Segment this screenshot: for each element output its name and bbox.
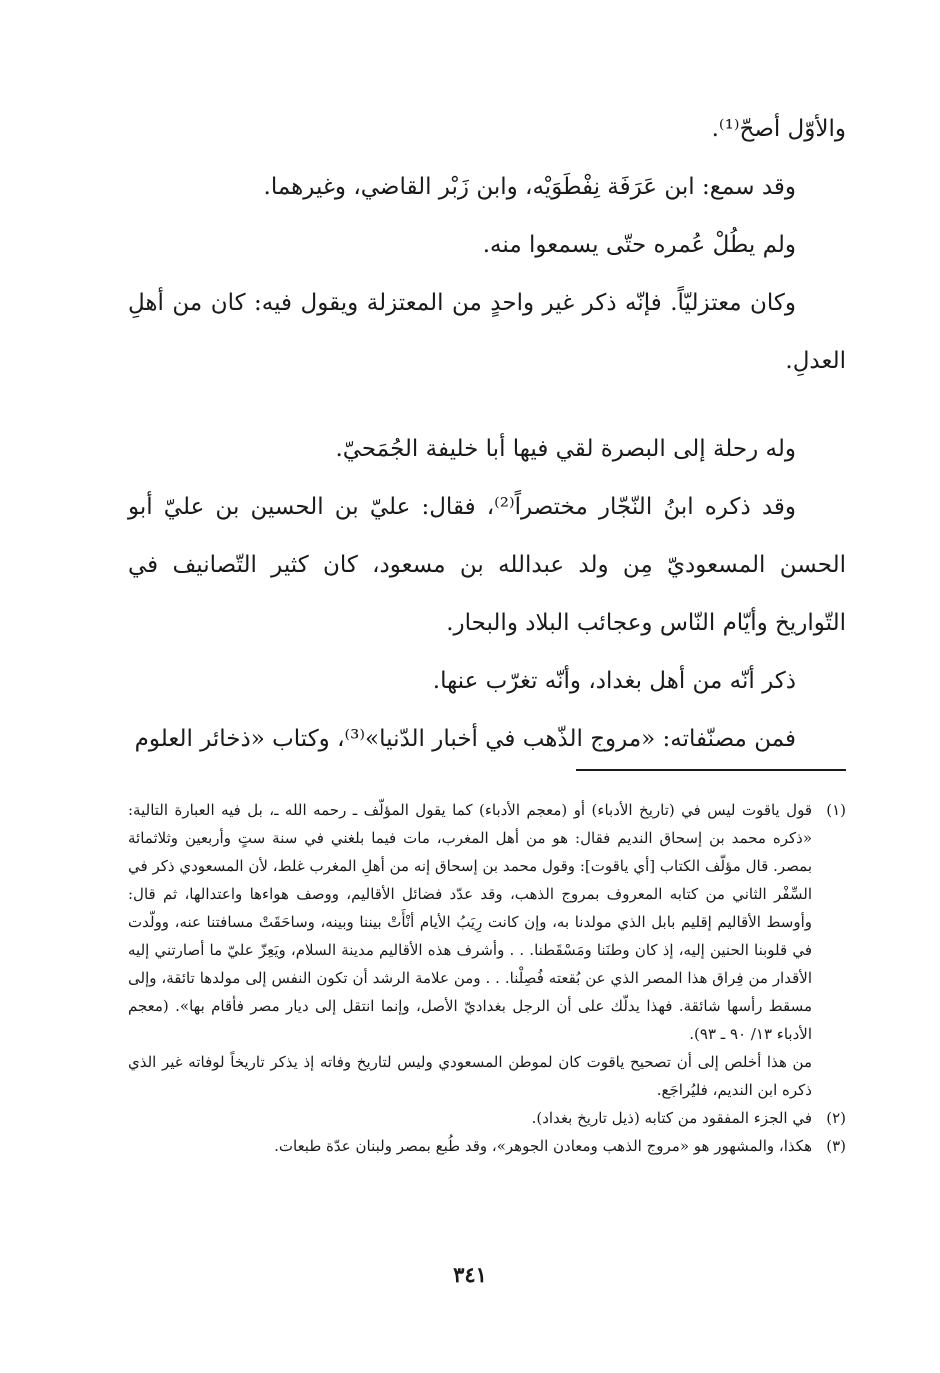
page-number: ٣٤١ <box>453 1262 487 1287</box>
footnotes <box>128 796 846 1160</box>
footnote-number: (١) <box>826 801 846 819</box>
paragraph-works: فمن مصنّفاته: «مروج الذّهب في أخبار الدّنيا»⁽³⁾، وكتاب «ذخائر العلوم <box>134 726 796 752</box>
footnote-body <box>128 1104 812 1132</box>
paragraph-first-opinion: والأوّل أصحّ⁽¹⁾. <box>711 116 846 142</box>
paragraph-gap <box>128 390 846 420</box>
paragraph-ibn-najjar: وقد ذكره ابنُ النّجّار مختصراً⁽²⁾، فقال: عليّ بن الحسين بن عليّ أبو الحسن المسعوديّ مِن ولد عبدالله بن مسعود، كان كثير التّصانيف في التّواريخ وأيّام النّاس وعجائب البلاد والبحار. <box>128 494 846 636</box>
paragraph-basra-journey: وله رحلة إلى البصرة لقي فيها أبا خليفة الجُمَحيّ. <box>335 436 796 462</box>
footnote-separator <box>576 769 846 771</box>
footnote-2 <box>128 1104 846 1132</box>
footnote-number: (٣) <box>826 1137 846 1155</box>
footnote-3 <box>128 1132 846 1160</box>
footnote-body <box>128 1132 812 1160</box>
footnote-text: قول ياقوت ليس في (تاريخ الأدباء) أو (معجم الأدباء) كما يقول المؤلّف ـ رحمه الله ـ، بل فيه العبارة التالية: «ذكره محمد بن إسحاق النديم فقال: هو من أهل المغرب، مات فيما بلغني في سنة ستٍ وأربعين وثلاثمائة بمصر. قال مؤلّف الكتاب [أي ياقوت]: وقول محمد بن إسحاق إنه من أهلِ المغرب غلط، لأن المسعودي ذكر في السِّفْر الثاني من كتابه المعروف بمروج الذهب، وقد عدّد فضائل الأقاليم، ووصف هواءها واعتدالها، ثم قال: وأوسط الأقاليم إقليم بابل الذي مولدنا به، وإن كانت رِيَبُ الأيام أنْأَتْ بيننا وبينه، وساحَقَتْ مسافتنا عنه، وولّدت في قلوبنا الحنين إليه، إذ كان وطنَنا ومَسْقَطنا. . . وأشرف هذه الأقاليم مدينة السلام، ويَعِزّ عليّ ما أصارتني إليه الأقدار من فِراق هذا المصر الذي عن بُقعته فُصِلْنا. . . ومن علامة الرشد أن تكون النفس إلى مولدها تائقة، وإلى مسقط رأسها شائقة. فهذا يدلّك على أن الرجل بغداديّ الأصل، وإنما انتقل إلى ديار مصر فأقام بها». (معجم الأدباء ١٣/ ٩٠ ـ ٩٣). <box>128 801 813 1043</box>
paragraph-heard-from: وقد سمع: ابن عَرَفَة نِفْطَوَيْه، وابن زَبْر القاضي، وغيرهما. <box>263 174 796 200</box>
paragraph-mutazili: وكان معتزليّاً. فإنّه ذكر غير واحدٍ من المعتزلة ويقول فيه: كان من أهلِ العدلِ. <box>128 290 846 374</box>
footnote-body <box>128 796 812 1104</box>
footnote-text: هكذا، والمشهور هو «مروج الذهب ومعادن الجوهر»، وقد طُبع بمصر ولبنان عدّة طبعات. <box>274 1137 812 1155</box>
main-text <box>128 100 846 768</box>
footnote-1 <box>128 796 846 1104</box>
paragraph-from-baghdad: ذكر أنّه من أهل بغداد، وأنّه تغرّب عنها. <box>432 668 796 694</box>
footnote-text: من هذا أخلص إلى أن تصحيح ياقوت كان لموطن المسعودي وليس لتاريخ وفاته إذ يذكر تاريخاً لوفاته غير الذي ذكره ابن النديم، فليُراجَع. <box>128 1053 812 1099</box>
footnote-text: في الجزء المفقود من كتابه (ذيل تاريخ بغداد). <box>531 1109 812 1127</box>
footnote-number: (٢) <box>826 1109 846 1127</box>
paragraph-short-life: ولم يطُلْ عُمره حتّى يسمعوا منه. <box>482 232 796 258</box>
